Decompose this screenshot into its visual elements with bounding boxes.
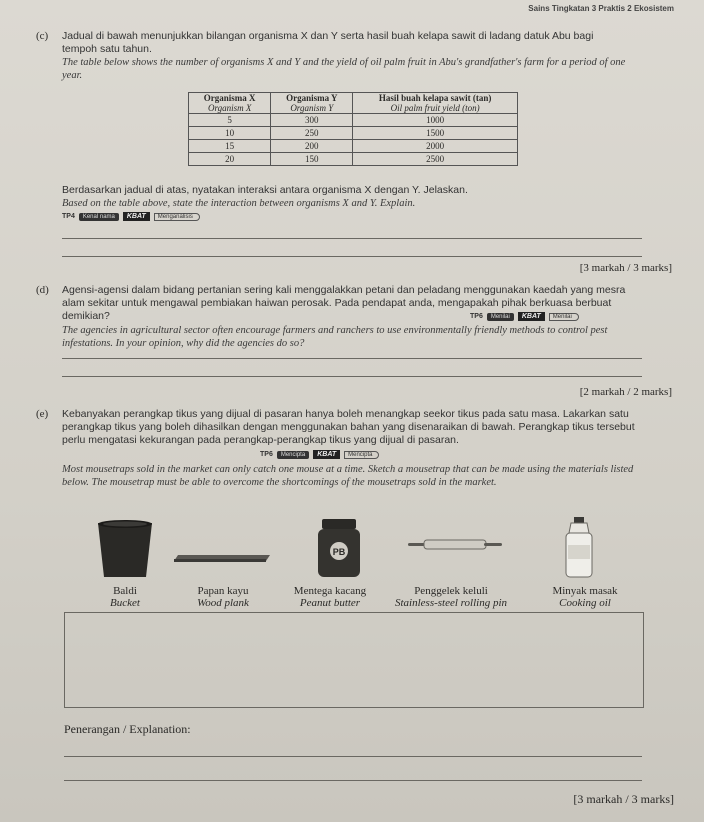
question-c-tags bbox=[62, 212, 200, 221]
page-header: Sains Tingkatan 3 Praktis 2 Ekosistem bbox=[528, 4, 674, 13]
answer-line[interactable] bbox=[62, 376, 642, 377]
kbat-badge: KBAT bbox=[313, 450, 340, 459]
kbat-badge: KBAT bbox=[123, 212, 150, 221]
material-label-rolling-pin: Penggelek keluli Stainless-steel rolling pin bbox=[394, 585, 508, 609]
material-label-peanut-butter: Mentega kacang Peanut butter bbox=[293, 585, 367, 609]
question-e-marks: [3 markah / 3 marks] bbox=[573, 792, 674, 806]
bucket-icon bbox=[98, 520, 152, 577]
thinking-tag: Menilai bbox=[549, 313, 579, 321]
table-row: 20 150 2500 bbox=[189, 153, 518, 166]
question-e-text-ms: Kebanyakan perangkap tikus yang dijual di pasaran hanya boleh menangkap seekor tikus pada satu masa. Lakarkan satu perangkap tikus yang boleh dihasilkan dengan menggunakan bahan yang disenaraikan di bawah. Perangkap tikus tersebut perlu mengatasi kekurangan pada perangkap-perangkap tikus yang dijual di pasaran. bbox=[62, 408, 635, 446]
jar-label-text: PB bbox=[332, 547, 346, 557]
skill-tag: Menilai bbox=[487, 313, 514, 321]
question-d-tags bbox=[470, 312, 579, 321]
skill-tag: Kenal nama bbox=[79, 213, 119, 221]
skill-tag: Mencipta bbox=[277, 451, 309, 459]
table-row: 5 300 1000 bbox=[189, 114, 518, 127]
material-label-cooking-oil: Minyak masak Cooking oil bbox=[552, 585, 618, 609]
question-c-label: (c) bbox=[36, 30, 49, 42]
question-c-ask-en: Based on the table above, state the interaction between organisms X and Y. Explain. bbox=[62, 198, 416, 209]
answer-line[interactable] bbox=[62, 238, 642, 239]
question-e-label: (e) bbox=[36, 408, 49, 420]
question-d-text-en: The agencies in agricultural sector often encourage farmers and ranchers to use environmentally friendly methods to control pest infestations. In your opinion, why did the agencies do so? bbox=[62, 325, 608, 349]
wood-plank-icon bbox=[174, 555, 270, 562]
answer-line[interactable] bbox=[62, 256, 642, 257]
answer-line[interactable] bbox=[64, 780, 642, 781]
question-c-marks: [3 markah / 3 marks] bbox=[579, 262, 672, 274]
table-header-x: Organisma X Organism X bbox=[189, 93, 271, 114]
materials-illustration bbox=[90, 515, 650, 585]
answer-line[interactable] bbox=[64, 756, 642, 757]
material-label-bucket: Baldi Bucket bbox=[110, 585, 140, 609]
question-c-text-ms: Jadual di bawah menunjukkan bilangan organisma X dan Y serta hasil buah kelapa sawit di ladang datuk Abu bagi tempoh satu tahun. bbox=[62, 30, 594, 55]
question-e-tags bbox=[260, 450, 379, 459]
thinking-tag: Menganalisis bbox=[154, 213, 200, 221]
question-c-ask-ms: Berdasarkan jadual di atas, nyatakan interaksi antara organisma X dengan Y. Jelaskan. bbox=[62, 184, 468, 196]
organism-table bbox=[188, 92, 518, 166]
question-c-text-en: The table below shows the number of organisms X and Y and the yield of oil palm fruit in Abu's grandfather's farm for a period of one year. bbox=[62, 57, 626, 81]
thinking-tag: Mencipta bbox=[344, 451, 379, 459]
tp-badge: TP6 bbox=[260, 451, 273, 458]
table-row: 15 200 2000 bbox=[189, 140, 518, 153]
question-d-marks: [2 markah / 2 marks] bbox=[579, 386, 672, 398]
material-label-wood-plank: Papan kayu Wood plank bbox=[197, 585, 249, 609]
tp-badge: TP6 bbox=[470, 313, 483, 320]
cooking-oil-bottle-icon bbox=[566, 517, 592, 577]
explanation-label: Penerangan / Explanation: bbox=[64, 722, 191, 736]
rolling-pin-icon bbox=[408, 540, 502, 549]
question-d-label: (d) bbox=[36, 284, 49, 296]
kbat-badge: KBAT bbox=[518, 312, 545, 321]
answer-line[interactable] bbox=[62, 358, 642, 359]
table-header-yield: Hasil buah kelapa sawit (tan) Oil palm fruit yield (ton) bbox=[353, 93, 518, 114]
question-e-text-en: Most mousetraps sold in the market can only catch one mouse at a time. Sketch a mousetrap that can be made using the materials listed below. The mousetrap must be able to overcome the shortcomings of the mousetraps sold in the market. bbox=[62, 464, 634, 488]
sketch-area[interactable] bbox=[64, 612, 644, 708]
peanut-butter-jar-icon bbox=[318, 519, 360, 577]
table-header-y: Organisma Y Organism Y bbox=[271, 93, 353, 114]
table-row: 10 250 1500 bbox=[189, 127, 518, 140]
tp-badge: TP4 bbox=[62, 213, 75, 220]
question-d-text-ms: Agensi-agensi dalam bidang pertanian sering kali menggalakkan petani dan peladang menggunakan kaedah yang mesra alam sekitar untuk mengawal pembiakan haiwan perosak. Pada pendapat anda, mengapakah pihak berkuasa berbuat demikian? bbox=[62, 284, 626, 322]
